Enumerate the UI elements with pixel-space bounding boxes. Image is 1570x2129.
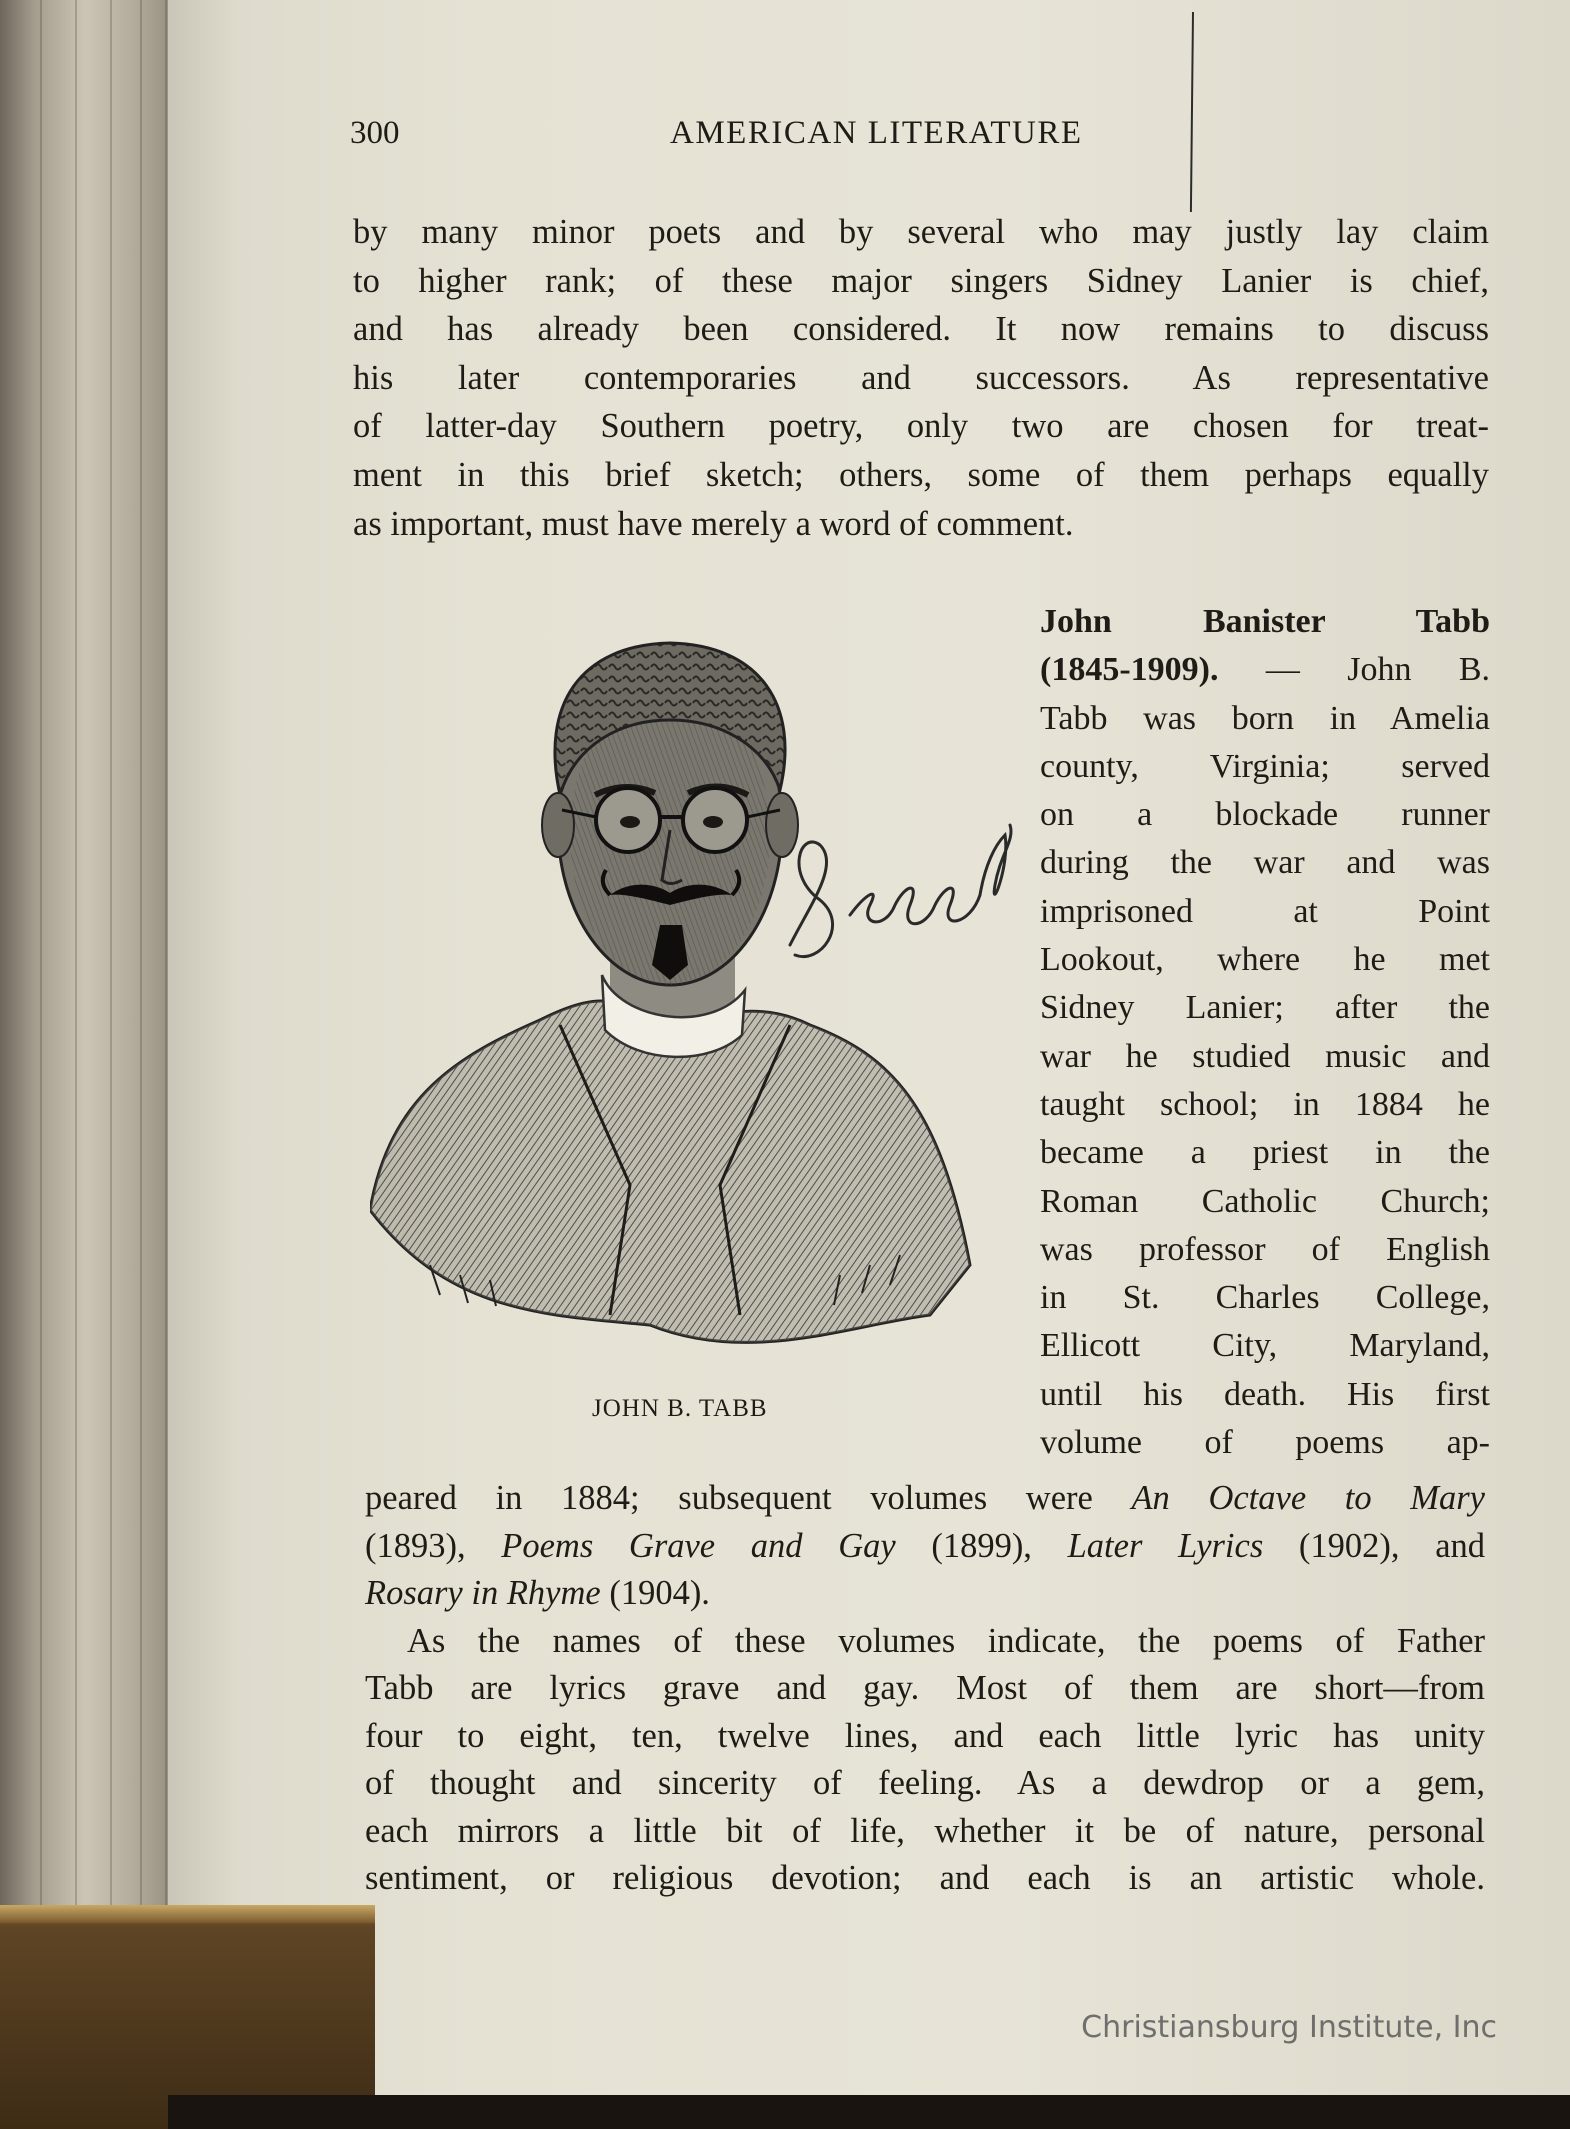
intro-paragraph — [353, 208, 1489, 548]
text-line: during the war and was — [1040, 844, 1490, 882]
text-run: (1902), and — [1263, 1526, 1486, 1565]
text-line — [365, 1475, 1485, 1523]
page-header — [350, 115, 1150, 159]
text-run: (1899), — [895, 1526, 1068, 1565]
dark-background-strip — [168, 2095, 1570, 2129]
text-line: of latter-day Southern poetry, only two are chosen for treat- — [353, 407, 1489, 446]
text-line: sentiment, or religious devotion; and each is an artistic whole. — [365, 1859, 1485, 1897]
text-run: (1904). — [600, 1574, 710, 1612]
book-title: Rosary in Rhyme — [365, 1574, 601, 1612]
text-line: county, Virginia; served — [1040, 747, 1490, 785]
text-line: and has already been considered. It now remains to discuss — [353, 310, 1489, 349]
text-line: his later contemporaries and successors. As representative — [353, 358, 1489, 397]
running-title: AMERICAN LITERATURE — [670, 115, 1083, 151]
book-page-edges — [0, 0, 190, 1920]
text-line: Lookout, where he met — [1040, 941, 1490, 979]
text-line: war he studied music and — [1040, 1037, 1490, 1075]
text-line: volume of poems ap- — [1040, 1424, 1490, 1462]
text-line: Sidney Lanier; after the — [1040, 989, 1490, 1027]
bio-dates: (1845-1909). — [1040, 651, 1219, 689]
text-line: until his death. His first — [1040, 1375, 1490, 1413]
bio-name: John Banister Tabb — [1040, 603, 1490, 640]
page-number: 300 — [350, 115, 400, 151]
book-title: An Octave to Mary — [1131, 1479, 1485, 1517]
text-line: four to eight, ten, twelve lines, and each little lyric has unity — [365, 1716, 1485, 1755]
book-title: Later Lyrics — [1067, 1526, 1264, 1565]
text-line: became a priest in the — [1040, 1134, 1490, 1172]
book-title: Poems Grave and Gay — [501, 1526, 896, 1565]
text-line: each mirrors a little bit of life, whether it be of nature, personal — [365, 1811, 1485, 1850]
text-line: in St. Charles College, — [1040, 1279, 1490, 1317]
text-line: on a blockade runner — [1040, 796, 1490, 834]
handwritten-annotation — [780, 805, 1020, 970]
text-run: (1893), — [365, 1526, 502, 1565]
portrait-caption: JOHN B. TABB — [592, 1395, 768, 1422]
text-line: to higher rank; of these major singers Sidney Lanier is chief, — [353, 261, 1489, 300]
text-line — [365, 1523, 1485, 1571]
text-line: Tabb are lyrics grave and gay. Most of them are short—from — [365, 1669, 1485, 1707]
bio-column — [1040, 598, 1490, 1467]
text-line: As the names of these volumes indicate, the poems of Father — [407, 1621, 1485, 1660]
text-line: as important, must have merely a word of comment. — [353, 504, 1074, 543]
portrait-engraving — [370, 625, 1005, 1355]
text-line: Roman Catholic Church; — [1040, 1182, 1490, 1220]
continuation-text — [365, 1475, 1485, 1903]
watermark-text: Christiansburg Institute, Inc — [1081, 2010, 1497, 2045]
text-line: Tabb was born in Amelia — [1040, 699, 1490, 737]
text-line: was professor of English — [1040, 1230, 1490, 1268]
text-line: taught school; in 1884 he — [1040, 1085, 1490, 1123]
text-line: by many minor poets and by several who may justly lay claim — [353, 213, 1489, 251]
text-line — [365, 1570, 1485, 1618]
text-line: Ellicott City, Maryland, — [1040, 1327, 1490, 1365]
text-line: imprisoned at Point — [1040, 892, 1490, 930]
text-line: ment in this brief sketch; others, some of them perhaps equally — [353, 455, 1489, 494]
bio-line: — John B. — [1265, 651, 1490, 689]
text-run: peared in 1884; subsequent volumes were — [365, 1479, 1132, 1517]
text-line — [1040, 646, 1490, 694]
text-line: of thought and sincerity of feeling. As a dewdrop or a gem, — [365, 1764, 1485, 1802]
